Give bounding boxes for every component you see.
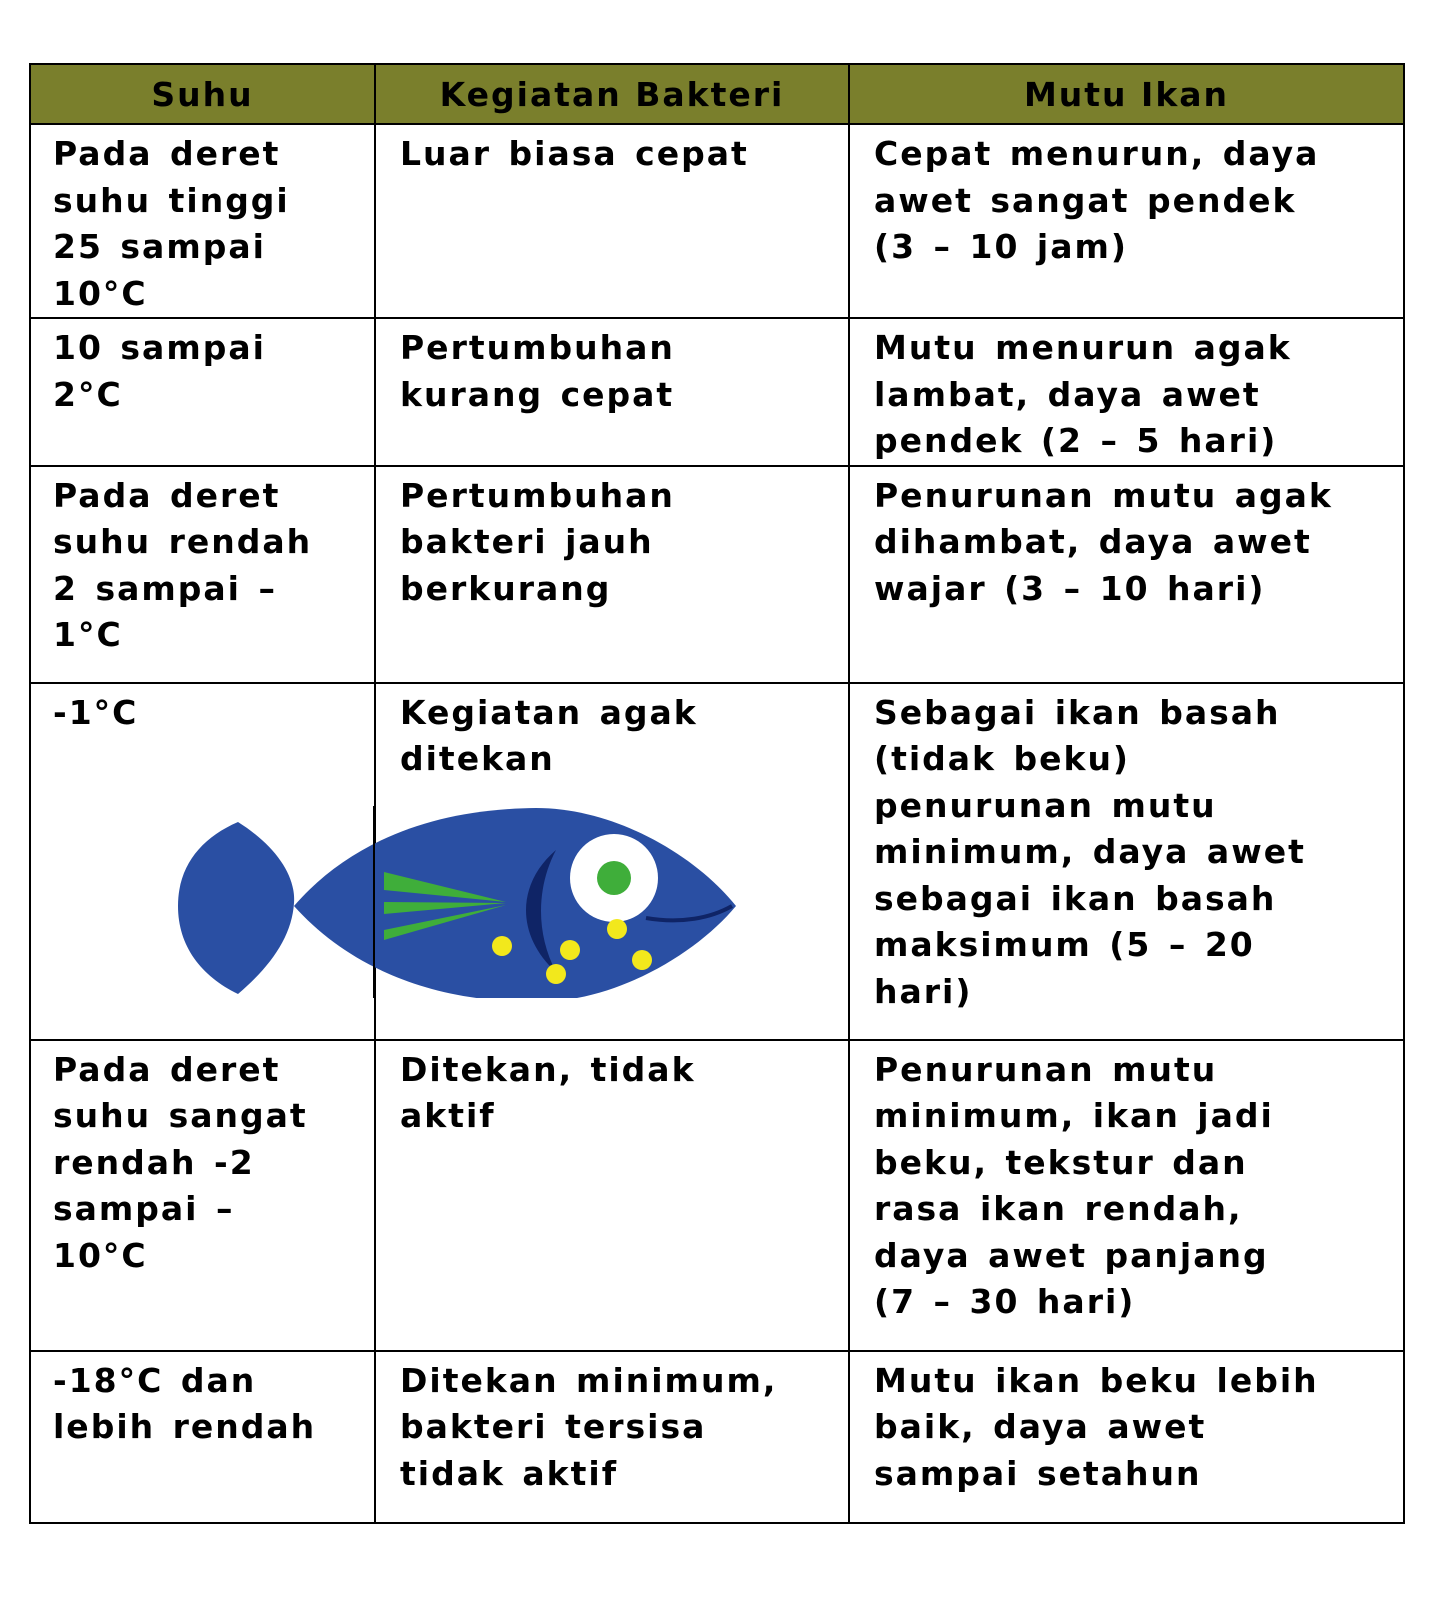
fish-body xyxy=(294,808,736,998)
fish-spot xyxy=(492,936,512,956)
cell-mutu xyxy=(849,683,1404,1040)
cell-mutu-text: Penurunan mutu minimum, ikan jadi beku, tekstur dan rasa ikan rendah, daya awet panjang (7 – 30 hari) xyxy=(874,1049,1274,1321)
cell-kegiatan-text: Pertumbuhan kurang cepat xyxy=(400,328,675,414)
cell-suhu-text: -1°C xyxy=(53,692,139,732)
fish-illustration xyxy=(176,806,738,998)
fish-pupil xyxy=(597,861,631,895)
cell-suhu-text: Pada deret suhu rendah 2 sampai – 1°C xyxy=(53,475,313,654)
fish-spot xyxy=(560,940,580,960)
cell-suhu xyxy=(30,1351,375,1523)
cell-kegiatan xyxy=(375,1040,849,1351)
cell-kegiatan-text: Pertumbuhan bakteri jauh berkurang xyxy=(400,475,675,608)
cell-suhu-text: -18°C dan lebih rendah xyxy=(53,1360,317,1446)
cell-mutu-text: Sebagai ikan basah (tidak beku) penurunan mutu minimum, daya awet sebagai ikan basah maksimum (5 – 20 hari) xyxy=(874,692,1306,1011)
cell-kegiatan-text: Luar biasa cepat xyxy=(400,134,749,173)
cell-kegiatan-text: Ditekan minimum, bakteri tersisa tidak aktif xyxy=(400,1360,778,1493)
cell-mutu xyxy=(849,1351,1404,1523)
cell-mutu xyxy=(849,1040,1404,1351)
header-mutu-ikan: Mutu Ikan xyxy=(849,64,1404,124)
cell-suhu xyxy=(30,318,375,466)
fish-spot xyxy=(546,964,566,984)
cell-suhu-text: 10 sampai 2°C xyxy=(53,328,266,414)
fish-spot xyxy=(632,950,652,970)
cell-mutu-text: Penurunan mutu agak dihambat, daya awet wajar (3 – 10 hari) xyxy=(874,475,1333,608)
fish-spot xyxy=(607,919,627,939)
cell-suhu-text: Pada deret suhu tinggi 25 sampai 10°C xyxy=(53,134,290,313)
cell-suhu-text: Pada deret suhu sangat rendah -2 sampai – 10°C xyxy=(53,1049,308,1275)
header-row xyxy=(30,64,1404,124)
fish-storage-table xyxy=(29,63,1405,1524)
cell-suhu xyxy=(30,466,375,683)
table-row xyxy=(30,1351,1404,1523)
header-kegiatan-bakteri: Kegiatan Bakteri xyxy=(375,64,849,124)
cell-kegiatan-text: Ditekan, tidak aktif xyxy=(400,1049,696,1135)
cell-kegiatan xyxy=(375,124,849,318)
cell-mutu xyxy=(849,124,1404,318)
cell-mutu-text: Cepat menurun, daya awet sangat pendek (3 – 10 jam) xyxy=(874,134,1320,266)
cell-kegiatan xyxy=(375,318,849,466)
cell-suhu xyxy=(30,1040,375,1351)
cell-suhu xyxy=(30,124,375,318)
table-row xyxy=(30,318,1404,466)
cell-mutu-text: Mutu menurun agak lambat, daya awet pendek (2 – 5 hari) xyxy=(874,328,1292,460)
fish-tail xyxy=(178,822,294,994)
cell-kegiatan-text: Kegiatan agak ditekan xyxy=(400,692,698,778)
cell-mutu xyxy=(849,318,1404,466)
cell-kegiatan xyxy=(375,466,849,683)
cell-kegiatan xyxy=(375,1351,849,1523)
table-row xyxy=(30,1040,1404,1351)
cell-mutu xyxy=(849,466,1404,683)
cell-mutu-text: Mutu ikan beku lebih baik, daya awet sampai setahun xyxy=(874,1360,1319,1493)
header-suhu: Suhu xyxy=(30,64,375,124)
table-row xyxy=(30,466,1404,683)
table-row xyxy=(30,124,1404,318)
